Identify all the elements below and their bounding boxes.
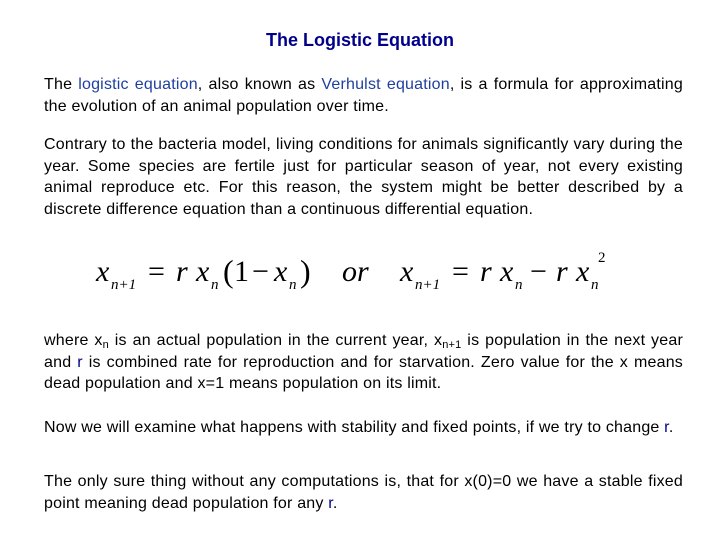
- eq-x: x: [500, 255, 514, 288]
- intro-text: , also known as: [197, 76, 322, 93]
- page-title: The Logistic Equation: [266, 30, 454, 50]
- verhulst-equation-link[interactable]: Verhulst equation: [321, 76, 450, 93]
- definitions-text: is population in the next year and: [44, 332, 683, 371]
- definitions-text: is an actual population in the current year, x: [108, 332, 443, 349]
- eq-sub: n: [591, 277, 599, 293]
- eq-superscript: 2: [598, 250, 606, 266]
- eq-minus: −: [530, 255, 547, 288]
- eq-or: or: [342, 255, 369, 288]
- eq-r: r: [556, 255, 568, 288]
- definitions-text: is combined rate for reproduction and for starvation. Zero value for the x means dead population and x=1 means population on its limit.: [44, 353, 683, 392]
- variable-r: r: [328, 494, 333, 512]
- eq-sub: n: [515, 277, 523, 293]
- intro-paragraph: [44, 74, 683, 117]
- eq-sub: n: [289, 277, 297, 293]
- subscript: n+1: [442, 339, 462, 351]
- variable-r: r: [664, 419, 669, 436]
- eq-x: x: [576, 255, 590, 288]
- stability-paragraph: [44, 417, 683, 439]
- definitions-paragraph: [44, 330, 683, 395]
- eq-lparen: (: [223, 253, 234, 289]
- eq-sub: n+1: [111, 277, 137, 293]
- logistic-equation-link[interactable]: logistic equation: [78, 76, 198, 93]
- fixed-point-text: .: [332, 494, 338, 512]
- intro-text: The: [44, 76, 79, 93]
- eq-sub: n: [211, 277, 219, 293]
- eq-x: x: [400, 255, 414, 288]
- variable-r: r: [77, 353, 83, 371]
- bacteria-paragraph: Contrary to the bacteria model, living conditions for animals significantly vary during the year. Some species are fertile just for particular season of year, not every existing animal reproduce etc. For this reason, the system might be better described by a discrete difference equation than a continuous differential equation.: [44, 136, 683, 218]
- definitions-text: where x: [44, 332, 103, 349]
- logistic-equation-formula: [92, 248, 632, 300]
- subscript: n: [102, 339, 109, 351]
- stability-text: .: [668, 419, 674, 436]
- fixed-point-paragraph: [44, 471, 683, 514]
- eq-minus: −: [252, 255, 269, 288]
- eq-x: x: [96, 255, 110, 288]
- intro-text: , is a formula for approximating the evolution of an animal population over time.: [44, 76, 683, 115]
- eq-equals: =: [148, 255, 165, 288]
- eq-r: r: [176, 255, 188, 288]
- eq-x: x: [274, 255, 288, 288]
- eq-rparen: ): [300, 253, 311, 289]
- eq-x: x: [196, 255, 210, 288]
- eq-equals: =: [452, 255, 469, 288]
- eq-one: 1: [234, 255, 249, 288]
- eq-sub: n+1: [415, 277, 441, 293]
- fixed-point-text: The only sure thing without any computations is, that for x(0)=0 we have a stable fixed point meaning dead population for any: [44, 473, 683, 512]
- stability-text: Now we will examine what happens with stability and fixed points, if we try to change: [44, 419, 665, 436]
- eq-r: r: [480, 255, 492, 288]
